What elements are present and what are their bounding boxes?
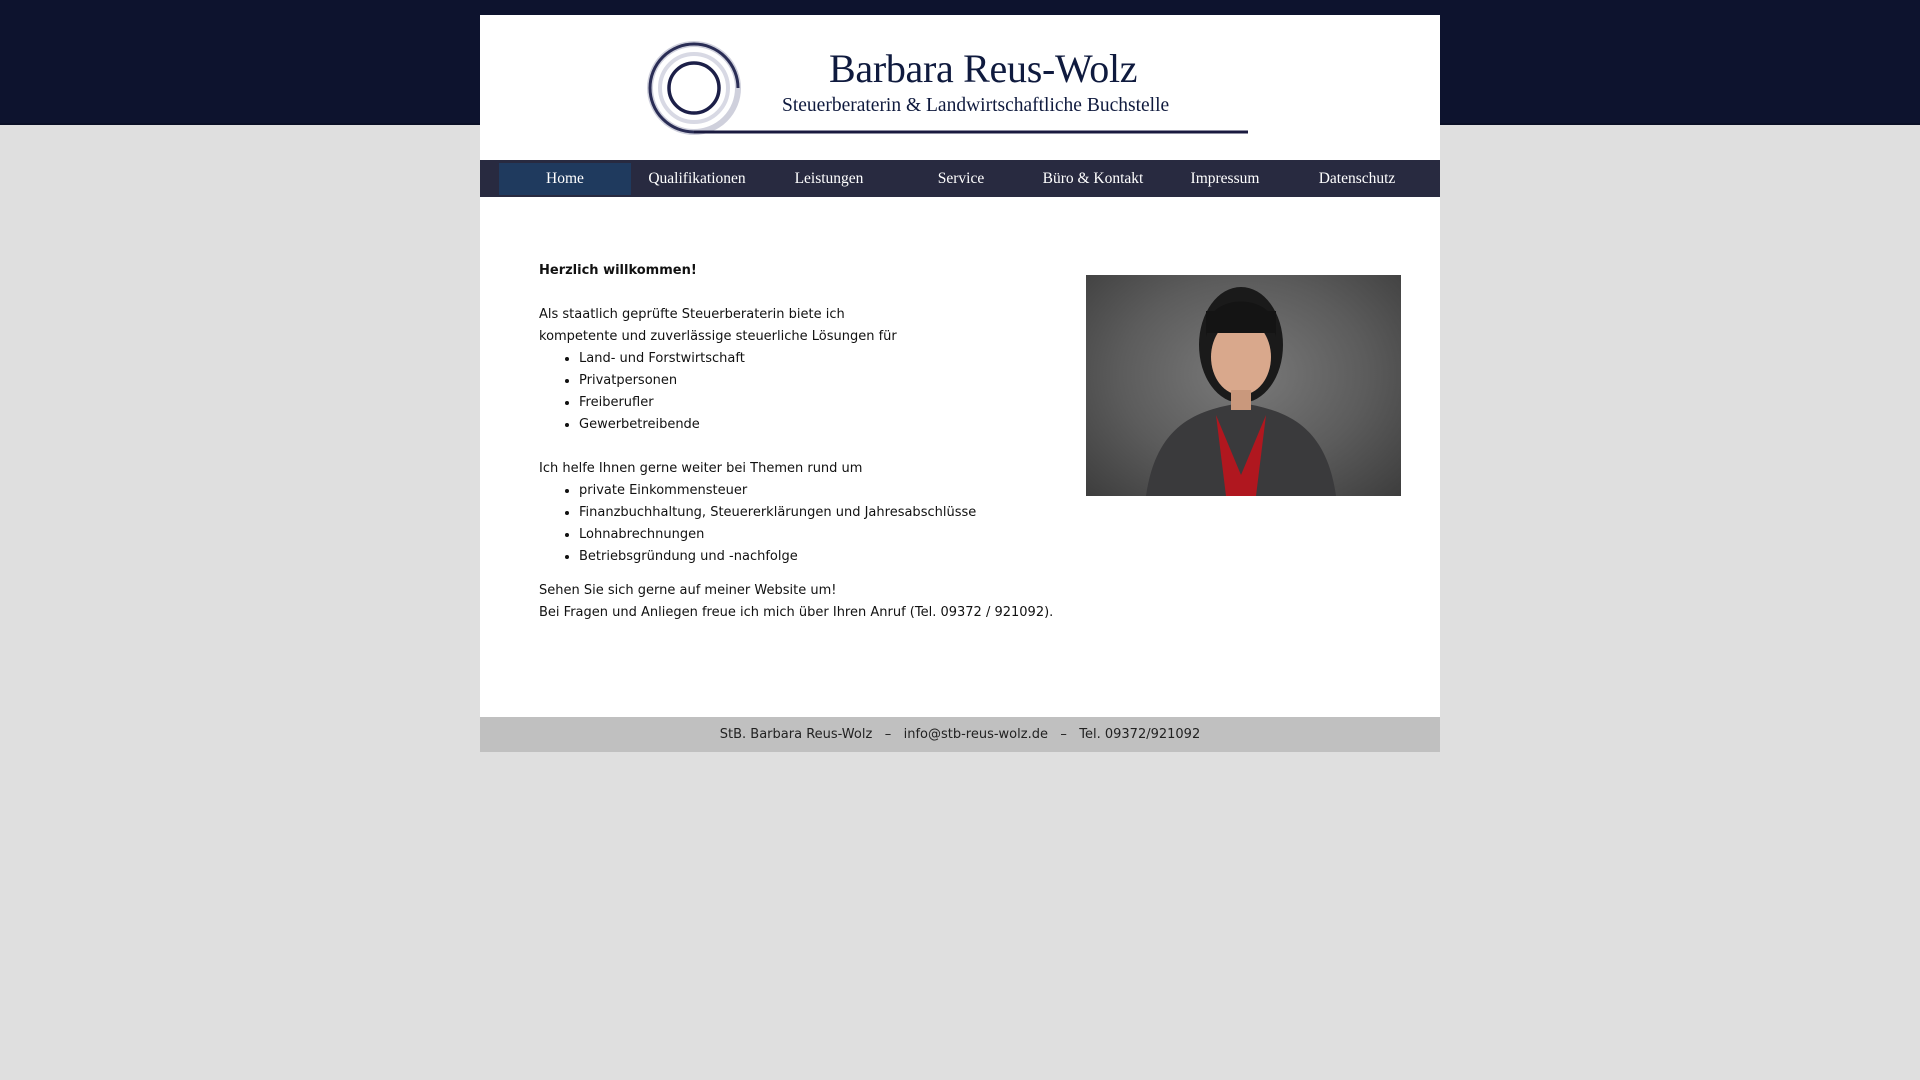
intro-line-1: Als staatlich geprüfte Steuerberaterin biete ich [539, 307, 845, 322]
list-item: • Land- und Forstwirtschaft [579, 348, 1099, 370]
intro-line-2: kompetente und zuverlässige steuerliche Lösungen für [539, 329, 897, 344]
footer-name: StB. Barbara Reus-Wolz [719, 727, 873, 742]
site-subtitle: Steuerberaterin & Landwirtschaftliche Buchstelle [782, 95, 1170, 116]
footer-email-link[interactable]: info@stb-reus-wolz.de [903, 727, 1048, 742]
welcome-heading: Herzlich willkommen! [539, 263, 697, 278]
topics-intro: Ich helfe Ihnen gerne weiter bei Themen rund um [539, 461, 863, 476]
footer-separator: – [1047, 727, 1080, 742]
nav-impressum[interactable]: Impressum [1190, 170, 1260, 187]
list-item: • Finanzbuchhaltung, Steuererklärungen und Jahresabschlüsse [579, 502, 1099, 524]
site-title: Barbara Reus-Wolz [829, 46, 1138, 91]
nav-datenschutz[interactable]: Datenschutz [1318, 170, 1396, 187]
footer-phone: Tel. 09372/921092 [1079, 727, 1201, 742]
footer-separator: – [872, 727, 904, 742]
list-item: • Lohnabrechnungen [579, 524, 1099, 546]
page-container [480, 15, 1440, 752]
closing-line-1: Sehen Sie sich gerne auf meiner Website um! [539, 583, 837, 598]
nav-qualifikationen[interactable]: Qualifikationen [648, 170, 746, 187]
list-item: • private Einkommensteuer [579, 480, 1099, 502]
main-content [539, 260, 1099, 624]
footer [480, 717, 1440, 752]
list-item: • Betriebsgründung und -nachfolge [579, 546, 1099, 568]
client-list [539, 348, 1099, 436]
list-item: • Freiberufler [579, 392, 1099, 414]
nav-service[interactable]: Service [937, 170, 985, 187]
list-item: • Privatpersonen [579, 370, 1099, 392]
list-item: • Gewerbetreibende [579, 414, 1099, 436]
topic-list [539, 480, 1099, 568]
portrait-photo [1086, 275, 1401, 496]
nav-leistungen[interactable]: Leistungen [794, 170, 864, 187]
portrait-illustration [1086, 275, 1401, 496]
nav-buero-kontakt[interactable]: Büro & Kontakt [1042, 170, 1144, 187]
closing-line-2: Bei Fragen und Anliegen freue ich mich über Ihren Anruf (Tel. 09372 / 921092). [539, 605, 1054, 620]
header [480, 15, 1440, 160]
main-nav [480, 160, 1440, 197]
nav-home[interactable]: Home [499, 163, 631, 195]
